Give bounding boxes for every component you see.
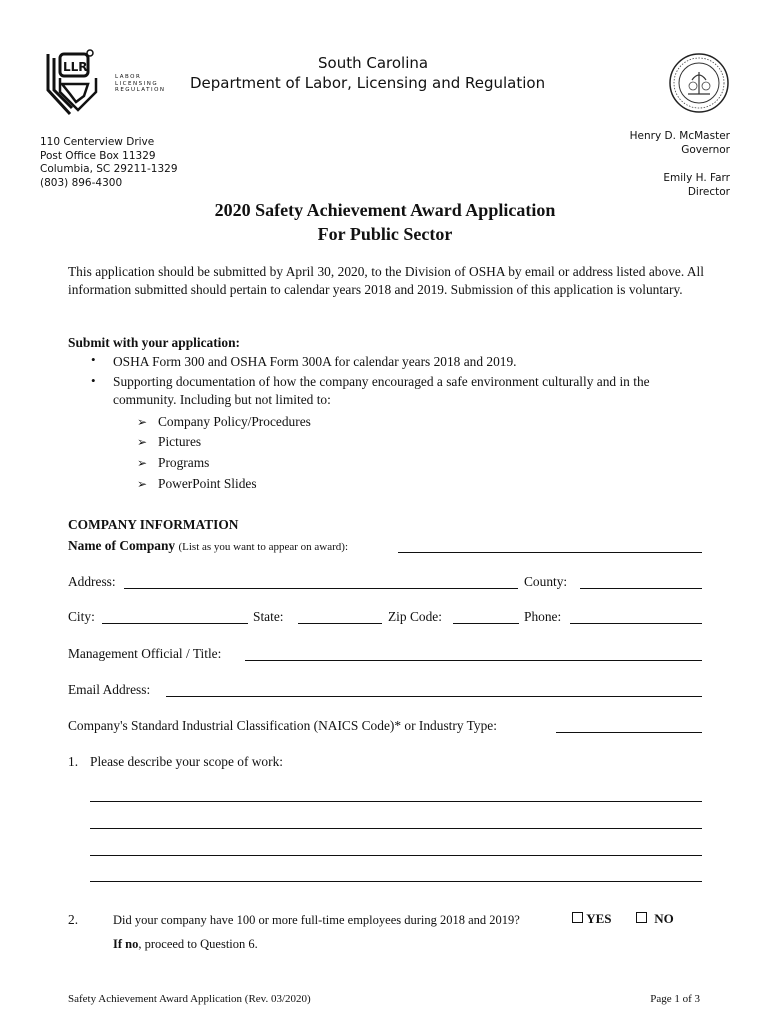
- governor-title: Governor: [681, 143, 730, 156]
- naics-field[interactable]: [556, 732, 702, 733]
- q1-answer-line[interactable]: [90, 881, 702, 882]
- q1-answer-line[interactable]: [90, 828, 702, 829]
- submit-heading: Submit with your application:: [68, 335, 241, 350]
- intro-paragraph: This application should be submitted by April 30, 2020, to the Division of OSHA by email or address listed above. All information submitted should pertain to calendar years 2018 and 2019. Submission of this application is voluntary.: [68, 264, 704, 297]
- zip-label: Zip Code:: [388, 609, 442, 624]
- no-checkbox[interactable]: [636, 912, 647, 923]
- no-label: NO: [654, 911, 674, 926]
- city-field[interactable]: [102, 623, 248, 624]
- phone-label: Phone:: [524, 609, 562, 624]
- footer-page-number: Page 1 of 3: [650, 993, 700, 1005]
- q2-yes-option[interactable]: [572, 911, 612, 927]
- director-title: Director: [687, 185, 730, 198]
- q1-answer-line[interactable]: [90, 801, 702, 802]
- address-line: Post Office Box 11329: [40, 149, 156, 162]
- arrow-bullet-icon: ➢: [137, 435, 148, 449]
- phone-field[interactable]: [570, 623, 702, 624]
- governor-name: Henry D. McMaster: [629, 130, 730, 142]
- footer-form-name: Safety Achievement Award Application (Rev. 03/2020): [68, 993, 311, 1005]
- address-line: 110 Centerview Drive: [40, 136, 155, 148]
- arrow-bullet-icon: ➢: [137, 415, 148, 429]
- mgmt-label: Management Official / Title:: [68, 646, 222, 661]
- q1-answer-line[interactable]: [90, 855, 702, 856]
- form-title: 2020 Safety Achievement Award Application: [214, 200, 556, 220]
- header-state: South Carolina: [318, 54, 429, 72]
- header-department: Department of Labor, Licensing and Regulation: [190, 74, 546, 92]
- bullet-dot: •: [91, 352, 96, 367]
- state-seal-icon: [668, 52, 730, 114]
- naics-label: Company's Standard Industrial Classification (NAICS Code)* or Industry Type:: [68, 718, 497, 733]
- sub-item: Pictures: [158, 434, 202, 449]
- q2-text: Did your company have 100 or more full-time employees during 2018 and 2019?: [113, 913, 520, 927]
- state-label: State:: [253, 609, 284, 624]
- yes-label: YES: [586, 911, 612, 926]
- arrow-bullet-icon: ➢: [137, 477, 148, 491]
- bullet-dot: •: [91, 373, 96, 388]
- company-info-heading: COMPANY INFORMATION: [68, 517, 239, 532]
- company-name-label: [68, 538, 348, 554]
- q2-no-option[interactable]: [636, 911, 674, 927]
- county-field[interactable]: [580, 588, 702, 589]
- email-label: Email Address:: [68, 682, 151, 697]
- company-name-field[interactable]: [398, 552, 702, 553]
- q2-if-no: If no: [113, 937, 139, 951]
- logo-sub-regulation: REGULATION: [115, 87, 166, 93]
- address-field[interactable]: [124, 588, 518, 589]
- company-name-label-text: Name of Company: [68, 538, 176, 553]
- director-name: Emily H. Farr: [663, 172, 730, 184]
- address-phone: (803) 896-4300: [40, 176, 123, 189]
- email-field[interactable]: [166, 696, 702, 697]
- county-label: County:: [524, 574, 568, 589]
- q2-follow-text: , proceed to Question 6.: [138, 937, 258, 951]
- address-label: Address:: [68, 574, 116, 589]
- sub-item: Programs: [158, 455, 210, 470]
- arrow-bullet-icon: ➢: [137, 456, 148, 470]
- form-subtitle: For Public Sector: [317, 224, 453, 244]
- city-label: City:: [68, 609, 95, 624]
- sub-item: Company Policy/Procedures: [158, 414, 311, 429]
- q2-number: 2.: [68, 912, 79, 927]
- logo-text: LLR: [63, 60, 88, 74]
- company-name-note: (List as you want to appear on award):: [178, 541, 349, 553]
- logo-sub-labor: LABOR: [115, 74, 142, 80]
- q1-text: Please describe your scope of work:: [90, 754, 283, 769]
- submit-bullet: Supporting documentation of how the company encouraged a safe environment culturally and in the community. Including but not limited to:: [113, 374, 650, 407]
- q2-followup: [113, 937, 258, 952]
- logo-sub-licensing: LICENSING: [115, 80, 159, 87]
- state-field[interactable]: [298, 623, 382, 624]
- q1-number: 1.: [68, 754, 79, 769]
- sub-item: PowerPoint Slides: [158, 476, 257, 491]
- mgmt-field[interactable]: [245, 660, 702, 661]
- yes-checkbox[interactable]: [572, 912, 583, 923]
- address-line: Columbia, SC 29211-1329: [40, 163, 178, 175]
- submit-bullet: OSHA Form 300 and OSHA Form 300A for calendar years 2018 and 2019.: [113, 354, 517, 369]
- zip-field[interactable]: [453, 623, 519, 624]
- department-address: [40, 136, 178, 190]
- officials-block: [630, 130, 730, 199]
- logo-subtitle: [115, 74, 166, 94]
